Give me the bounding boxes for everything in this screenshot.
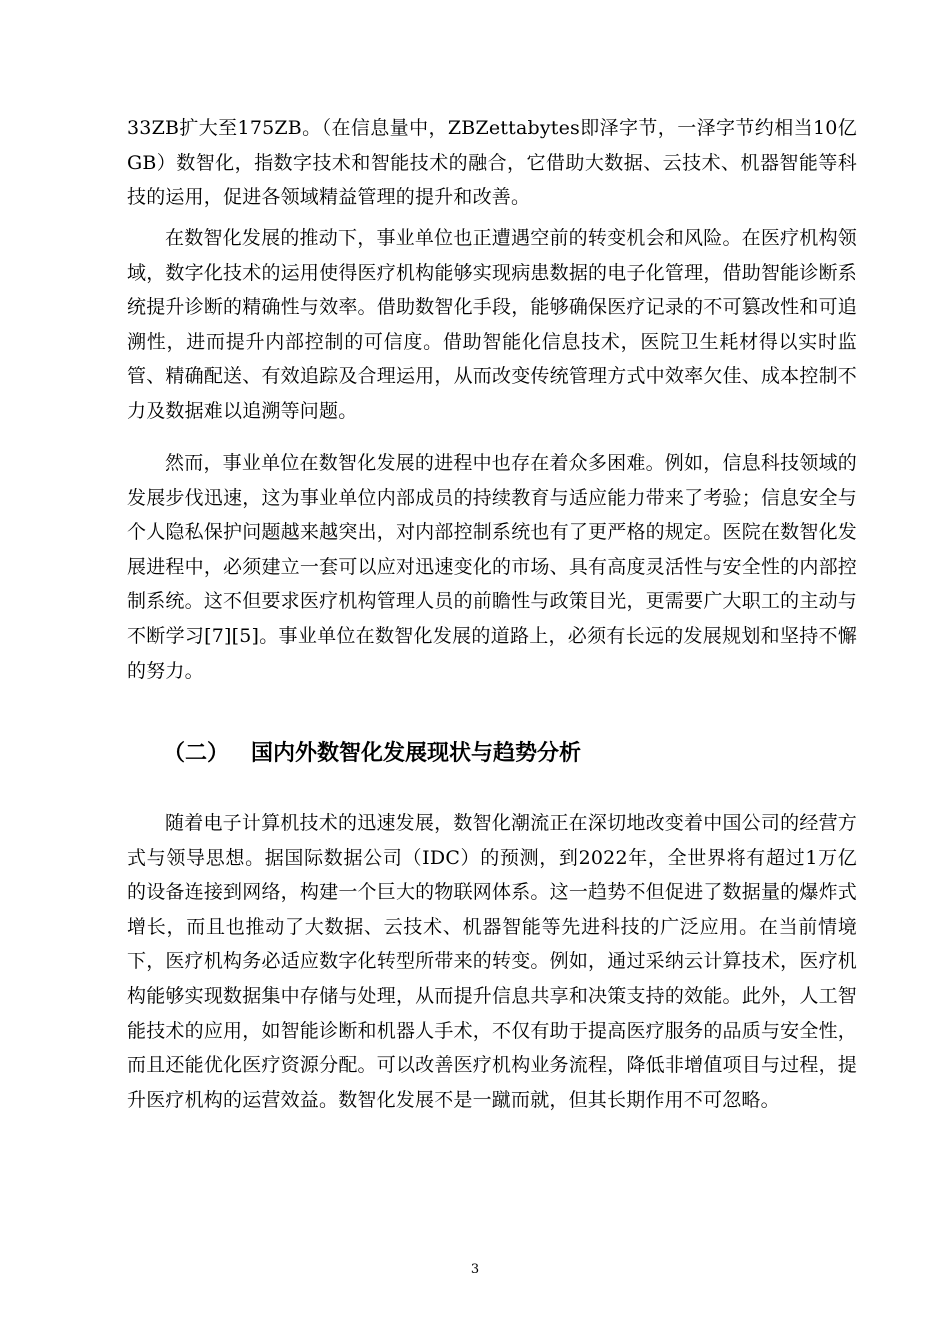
section-title: 国内外数智化发展现状与趋势分析 xyxy=(251,741,582,766)
paragraph-continued: 33ZB扩大至175ZB。（在信息量中，ZBZettabytes即泽字节，一泽字节约相当10亿GB）数智化，指数字技术和智能技术的融合，它借助大数据、云技术、机器智能等科技的运用，促进各领域精益管理的提升和改善。 xyxy=(127,117,857,209)
paragraph: 然而，事业单位在数智化发展的进程中也存在着众多困难。例如，信息科技领域的发展步伐迅速，这为事业单位内部成员的持续教育与适应能力带来了考验；信息安全与个人隐私保护问题越来越突出，对内部控制系统也有了更严格的规定。医院在数智化发展进程中，必须建立一套可以应对迅速变化的市场、具有高度灵活性与安全性的内部控制系统。这不但要求医疗机构管理人员的前瞻性与政策目光，更需要广大职工的主动与不断学习[7][5]。事业单位在数智化发展的道路上，必须有长远的发展规划和坚持不懈的努力。 xyxy=(127,452,857,682)
paragraph: 随着电子计算机技术的迅速发展，数智化潮流正在深切地改变着中国公司的经营方式与领导思想。据国际数据公司（IDC）的预测，到2022年，全世界将有超过1万亿的设备连接到网络，构建一个巨大的物联网体系。这一趋势不但促进了数据量的爆炸式增长，而且也推动了大数据、云技术、机器智能等先进科技的广泛应用。在当前情境下，医疗机构务必适应数字化转型所带来的转变。例如，通过采纳云计算技术，医疗机构能够实现数据集中存储与处理，从而提升信息共享和决策支持的效能。此外，人工智能技术的应用，如智能诊断和机器人手术，不仅有助于提高医疗服务的品质与安全性，而且还能优化医疗资源分配。可以改善医疗机构业务流程，降低非增值项目与过程，提升医疗机构的运营效益。数智化发展不是一蹴而就，但其长期作用不可忽略。 xyxy=(127,812,857,1111)
page-number: 3 xyxy=(470,1262,480,1277)
section-heading xyxy=(163,736,581,772)
paragraph: 在数智化发展的推动下，事业单位也正遭遇空前的转变机会和风险。在医疗机构领域，数字化技术的运用使得医疗机构能够实现病患数据的电子化管理，借助智能诊断系统提升诊断的精确性与效率。借助数智化手段，能够确保医疗记录的不可篡改性和可追溯性，进而提升内部控制的可信度。借助智能化信息技术，医院卫生耗材得以实时监管、精确配送、有效追踪及合理运用，从而改变传统管理方式中效率欠佳、成本控制不力及数据难以追溯等问题。 xyxy=(127,227,857,422)
section-number: （二） xyxy=(163,741,230,766)
